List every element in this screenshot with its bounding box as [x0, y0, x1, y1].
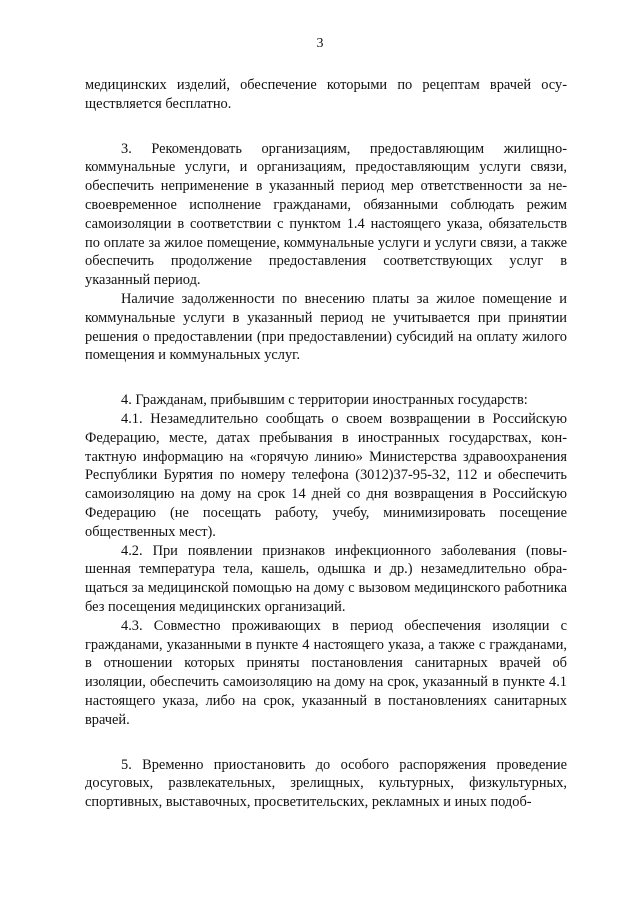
paragraph-item-4-2: 4.2. При появлении признаков инфекционного заболевания (повышенная температура тела, кашель, одышка и др.) незамедлительно обращаться за медицинской помощью на дому с вызовом медицинского работника без посещения медицинских организаций. [85, 542, 567, 615]
paragraph-item-4-3: 4.3. Совместно проживающих в период обеспечения изоляции с гражданами, указанными в пункте 4 настоящего указа, а также с гражданами, в отношении которых приняты постановления санитарных врачей об изоляции, обеспечить самоизоляцию на дому на срок, указанный в пункте 4.1 настоящего указа, либо на срок, указанный в постановлениях санитарных врачей. [85, 617, 567, 728]
paragraph-continuation: медицинских изделий, обеспечение которыми по рецептам врачей осуществляется бесплатно. [85, 77, 567, 112]
paragraph-item-4-1: 4.1. Незамедлительно сообщать о своем возвращении в Российскую Федерацию, месте, датах пребывания в иностранных государствах, контактную информацию на «горячую линию» Министерства здравоохранения Республики Бурятия по номеру телефона (3012)37-95-32, 112 и обеспечить самоизоляцию на дому на срок 14 дней со дня возвращения в Российскую Федерацию (не посещать работу, учебу, минимизировать посещение общественных мест). [85, 410, 567, 540]
document-body [85, 76, 567, 812]
paragraph-item-5: 5. Временно приостановить до особого распоряжения проведение досуговых, развлекательных, зрелищных, культурных, физкультурных, спортивных, выставочных, просветительских, рекламных и иных подоб- [85, 756, 567, 811]
paragraph-item-3: 3. Рекомендовать организациям, предоставляющим жилищно-коммунальные услуги, и организациям, предоставляющим услуги связи, обеспечить неприменение в указанный период мер ответственности за несвоевременное исполнение гражданами, обязанными соблюдать режим самоизоляции в соответствии с пунктом 1.4 настоящего указа, обязательств по оплате за жилое помещение, коммунальные услуги и услуги связи, а также обеспечить продолжение предоставления соответствующих услуг в указанный период. [85, 140, 567, 289]
page-number: 3 [316, 36, 324, 51]
paragraph-item-3-debt: Наличие задолженности по внесению платы за жилое помещение и коммунальные услуги в указанный период не учитывается при принятии решения о предоставлении (при предоставлении) субсидий на оплату жилого помещения и коммунальных услуг. [85, 290, 567, 364]
paragraph-item-4: 4. Гражданам, прибывшим с территории иностранных государств: [121, 392, 528, 409]
